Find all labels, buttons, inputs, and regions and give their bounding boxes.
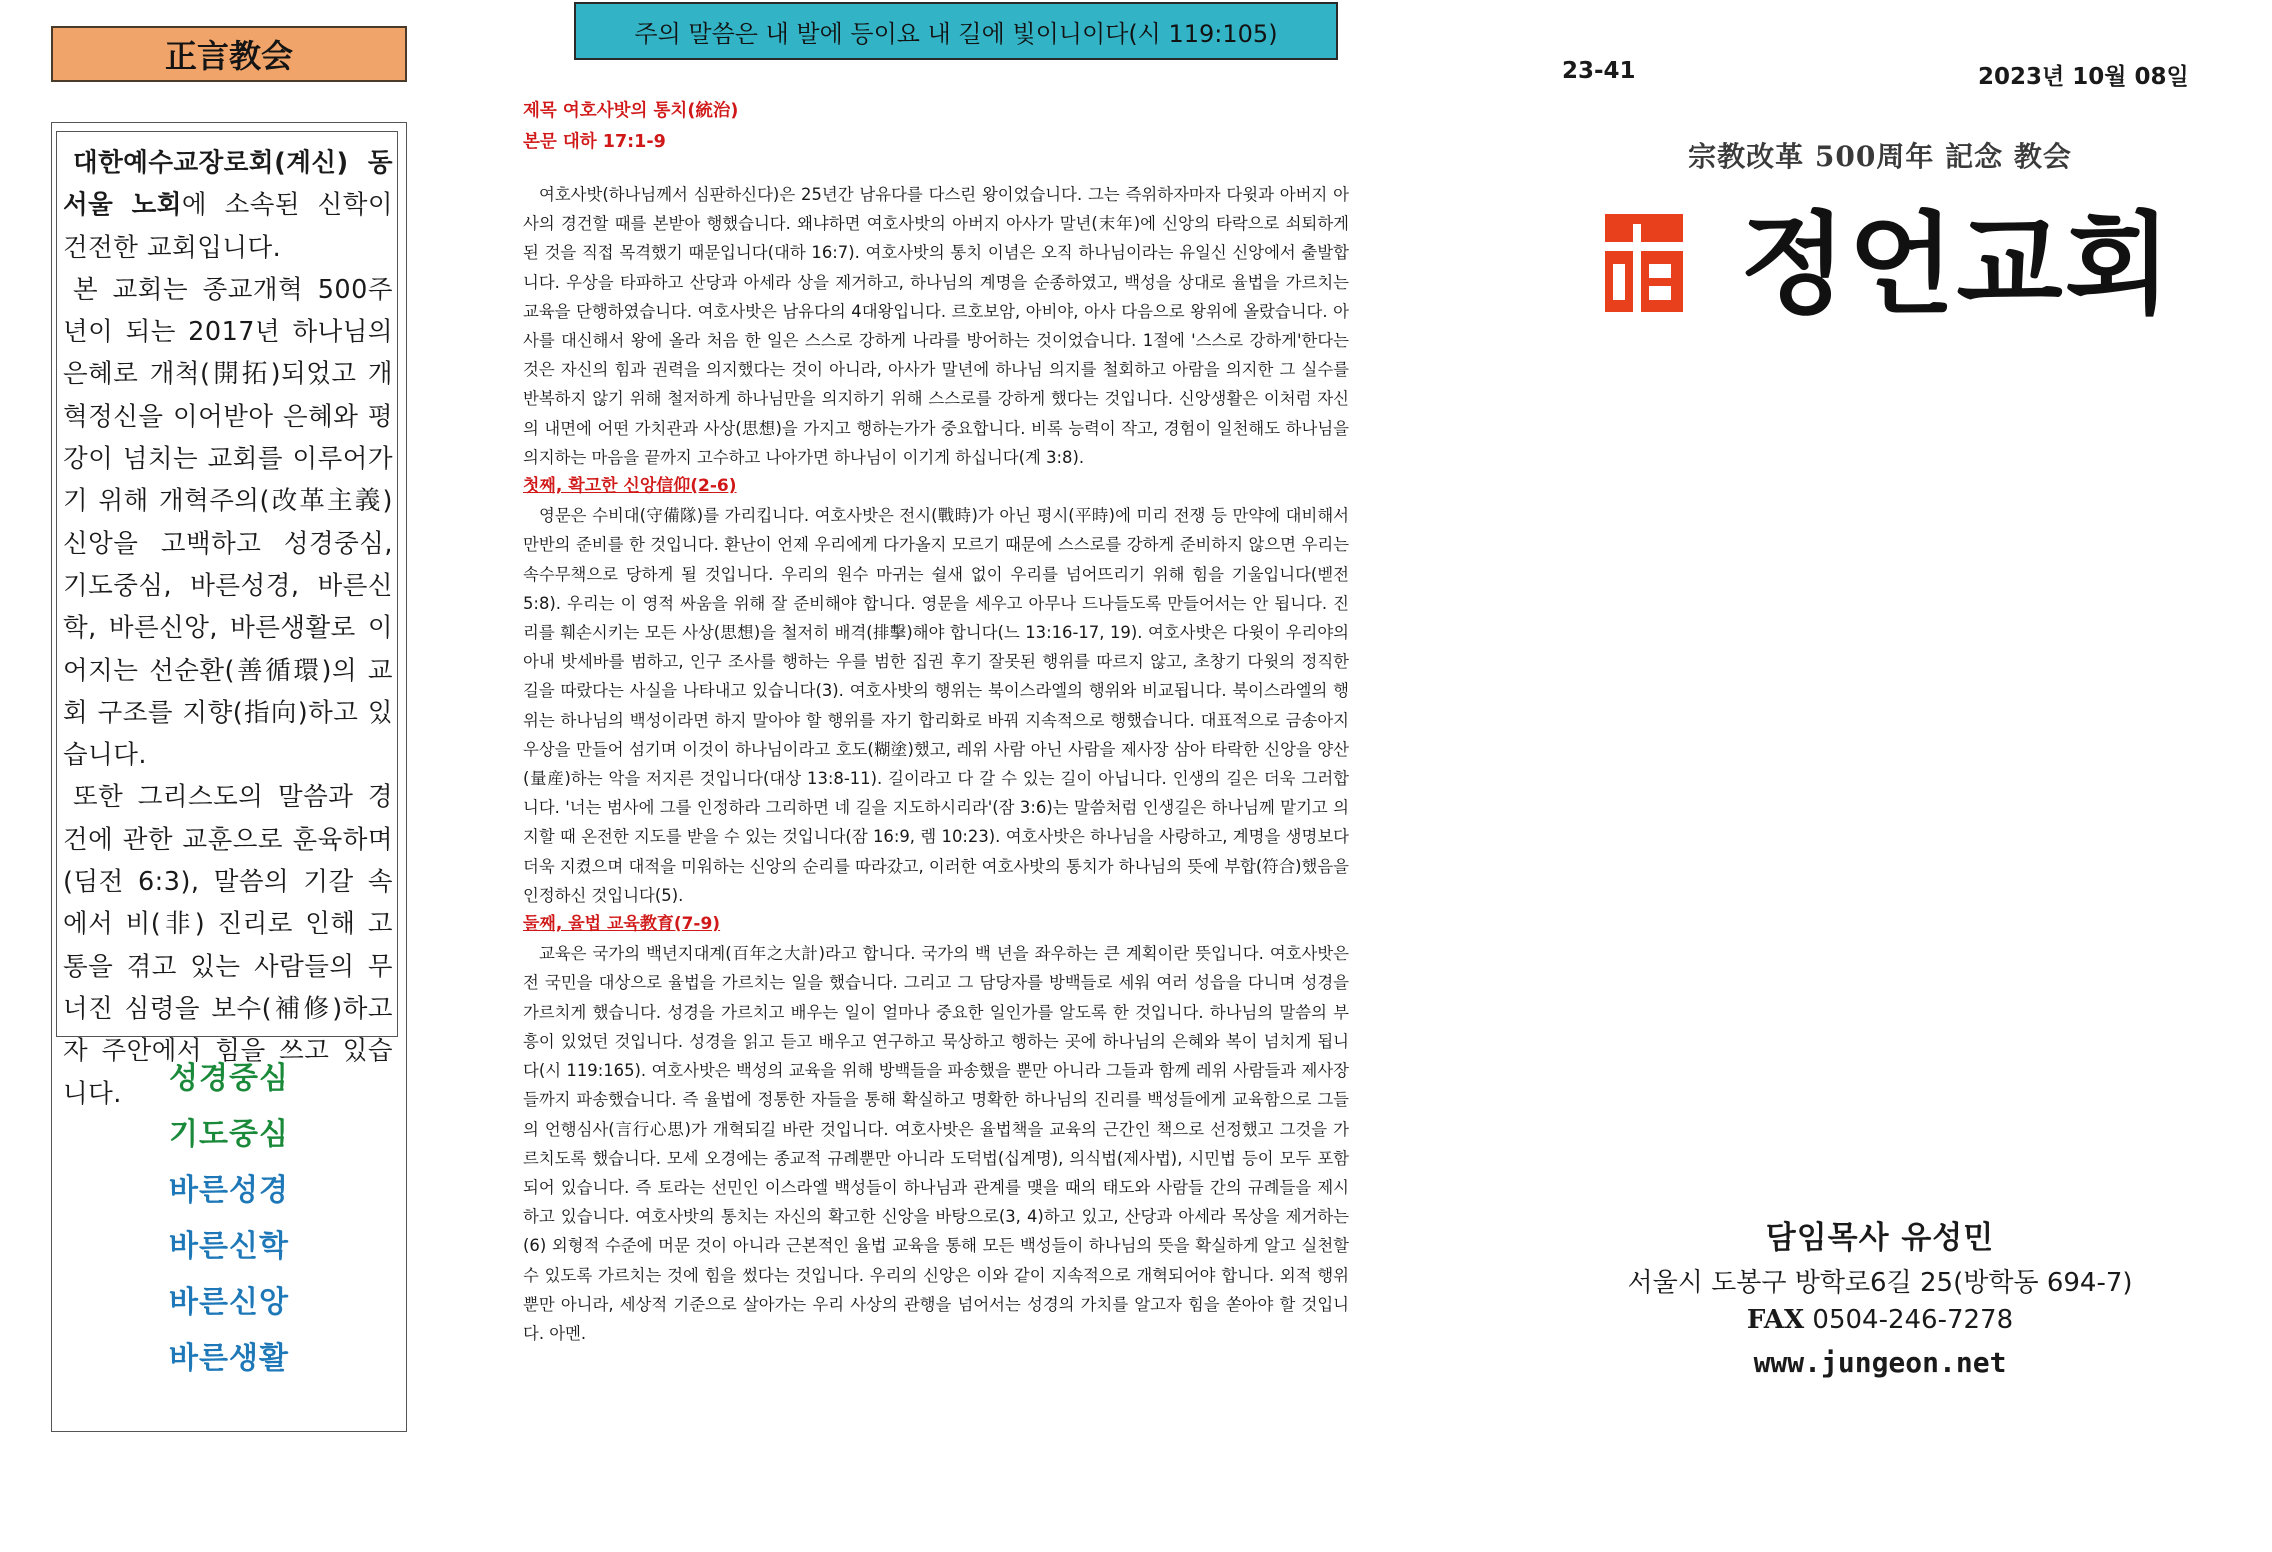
sermon-text-ref: 본문 대하 17:1-9 bbox=[523, 132, 666, 152]
sermon-title: 제목 여호사밧의 통치(統治) bbox=[523, 101, 739, 121]
verse-banner bbox=[574, 2, 1338, 60]
motto-item: 바른생활 bbox=[169, 1341, 289, 1376]
bulletin-date: 2023년 10월 08일 bbox=[1978, 64, 2189, 90]
intro-text: 본 교회는 종교개혁 500주년이 되는 2017년 하나님의 은혜로 개척(開拓)되었고 개혁정신을 이어받아 은혜와 평강이 넘치는 교회를 이루어가기 위해 개혁주의(改革主義) 신앙을 고백하고 성경중심, 기도중심, 바른성경, 바른신학, 바른신앙, 바른생활로 이어지는 선순환(善循環)의 교회 구조를 지향(指向)하고 있습니다. bbox=[63, 274, 393, 771]
section1-text: 영문은 수비대(守備隊)를 가리킵니다. 여호사밧은 전시(戰時)가 아닌 평시(平時)에 미리 전쟁 등 만약에 대비해서 만반의 준비를 한 것입니다. 환난이 언제 우리에게 다가올지 모르기 때문에 스스로를 강하게 준비하지 않으면 우리는 속수무책으로 당하게 될 것입니다. 우리의 원수 마귀는 쉴새 없이 우리를 넘어뜨리기 위해 힘을 기울입니다(벧전 5:8). 우리는 이 영적 싸움을 위해 잘 준비해야 합니다. 영문을 세우고 아무나 드나들도록 만들어서는 안 됩니다. 진리를 훼손시키는 모든 사상(思想)을 철저히 배격(排擊)해야 합니다(느 13:16-17, 19). 여호사밧은 다윗이 우리야의 아내 밧세바를 범하고, 인구 조사를 행하는 우를 범한 집권 후기 잘못된 행위를 따르지 않고, 초창기 다윗의 정직한 길을 따랐다는 사실을 나타내고 있습니다(3). 여호사밧의 행위는 북이스라엘의 행위와 비교됩니다. 북이스라엘의 행위는 하나님의 백성이라면 하지 말아야 할 행위를 자기 합리화로 바꿔 지속적으로 행했습니다. 대표적으로 금송아지 우상을 만들어 섬기며 이것이 하나님이라고 호도(糊塗)했고, 레위 사람 아닌 사람을 제사장 삼아 타락한 신앙을 양산(量産)하는 악을 저지른 것입니다(대상 13:8-11). 길이라고 다 갈 수 있는 길이 아닙니다. 인생의 길은 더욱 그러합니다. '너는 범사에 그를 인정하라 그리하면 네 길을 지도하시리라'(잠 3:6)는 말씀처럼 인생길은 하나님께 맡기고 의지할 때 온전한 지도를 받을 수 있는 것입니다(잠 16:9, 렘 10:23). 여호사밧은 하나님을 사랑하고, 계명을 생명보다 더욱 지켰으며 대적을 미워하는 신앙의 순리를 따라갔고, 이러한 여호사밧의 통치가 하나님의 뜻에 부합(符合)했음을 인정하신 것입니다(5). bbox=[523, 506, 1349, 905]
fax-number: 0504-246-7278 bbox=[1812, 1305, 2014, 1335]
intro-paragraph bbox=[63, 269, 393, 777]
motto-item: 바른신학 bbox=[169, 1229, 289, 1264]
sermon-body bbox=[523, 180, 1349, 1348]
section2-text: 교육은 국가의 백년지대계(百年之大計)라고 합니다. 국가의 백 년을 좌우하는 큰 계획이란 뜻입니다. 여호사밧은 전 국민을 대상으로 율법을 가르치는 일을 했습니다. 그리고 그 담당자를 방백들로 세워 여러 성읍을 다니며 성경을 가르치게 했습니다. 성경을 가르치고 배우는 일이 얼마나 중요한 일인가를 알도록 한 것입니다. 하나님의 말씀의 부흥이 있었던 것입니다. 성경을 읽고 듣고 배우고 연구하고 묵상하고 행하는 곳에 하나님의 은혜와 복이 넘치게 됩니다(시 119:165). 여호사밧은 백성의 교육을 위해 방백들을 파송했을 뿐만 아니라 그들과 함께 레위 사람들과 제사장들까지 파송했습니다. 즉 율법에 정통한 자들을 통해 확실하고 명확한 하나님의 진리를 백성들에게 교육함으로 그들의 언행심사(言行心思)가 개혁되길 바란 것입니다. 여호사밧은 율법책을 교육의 근간인 책으로 선정했고 그것을 가르치도록 했습니다. 모세 오경에는 종교적 규례뿐만 아니라 도덕법(십계명), 의식법(제사법), 시민법 등이 모두 포함되어 있습니다. 즉 토라는 선민인 이스라엘 백성들이 하나님과 관계를 맺을 때의 태도와 사람들 간의 규례들을 제시하고 있습니다. 여호사밧의 통치는 자신의 확고한 신앙을 바탕으로(3, 4)하고 있고, 산당과 아세라 목상을 제거하는(6) 외형적 수준에 머문 것이 아니라 근본적인 율법 교육을 통해 모든 백성들이 하나님의 뜻을 확실하게 알고 실천할 수 있도록 가르치는 것에 힘을 썼다는 것입니다. 우리의 신앙은 이와 같이 지속적으로 개혁되어야 합니다. 외적 행위뿐만 아니라, 세상적 기준으로 살아가는 우리 사상의 관행을 넘어서는 성경의 가치를 알고자 힘을 쏟아야 할 것입니다. 아멘. bbox=[523, 944, 1349, 1343]
section1-title: 첫째, 확고한 신앙信仰(2-6) bbox=[523, 476, 737, 497]
intro-denomination: 대한예수교장로회(계신) 동서울 노회 bbox=[63, 148, 393, 221]
fax-label: FAX bbox=[1746, 1305, 1805, 1335]
church-intro-panel bbox=[51, 122, 407, 1432]
motto-item: 기도중심 bbox=[169, 1117, 289, 1152]
issue-number: 23-41 bbox=[1562, 58, 1636, 84]
motto-item: 성경중심 bbox=[169, 1061, 289, 1096]
fax-line bbox=[1600, 1305, 2160, 1335]
church-name-tab bbox=[51, 26, 407, 82]
sermon-intro: 여호사밧(하나님께서 심판하신다)은 25년간 남유다를 다스린 왕이었습니다. 그는 즉위하자마자 다윗과 아버지 아사의 경건할 때를 본받아 행했습니다. 왜냐하면 여호사밧의 아버지 아사가 말년(末年)에 신앙의 타락으로 쇠퇴하게 된 것을 직접 목격했기 때문입니다(대하 16:7). 여호사밧의 통치 이념은 오직 하나님이라는 유일신 신앙에서 출발합니다. 우상을 타파하고 산당과 아세라 상을 제거하고, 하나님의 계명을 순종하였고, 백성을 상대로 율법을 가르치는 교육을 단행하였습니다. 여호사밧은 남유다의 4대왕입니다. 르호보암, 아비야, 아사 다음으로 왕위에 올랐습니다. 아사를 대신해서 왕에 올라 처음 한 일은 스스로 강하게 나라를 방어하는 것이었습니다. 1절에 '스스로 강하게'한다는 것은 자신의 힘과 권력을 의지했다는 것이 아니라, 아사가 말년에 하나님 의지를 철회하고 아람을 의지한 그 실수를 반복하지 않기 위해 철저하게 하나님만을 의지하기 위해 스스로를 강하게 했다는 것입니다. 신앙생활은 이처럼 자신의 내면에 어떤 가치관과 사상(思想)을 가지고 행하는가가 중요합니다. 비록 능력이 작고, 경험이 일천해도 하나님을 의지하는 마음을 끝까지 고수하고 나아가면 하나님이 이기게 하십니다(계 3:8). bbox=[523, 185, 1349, 467]
intro-paragraph bbox=[63, 142, 393, 269]
motto-item: 바른성경 bbox=[169, 1173, 289, 1208]
sermon-header bbox=[523, 96, 1353, 158]
intro-text: 에 소속된 신학이 건전한 교회입니다. bbox=[63, 190, 393, 263]
website-link[interactable]: www.jungeon.net bbox=[1753, 1346, 2007, 1379]
church-name-hanja: 正言教会 bbox=[164, 37, 293, 75]
motto-list bbox=[52, 1051, 406, 1387]
church-address: 서울시 도봉구 방학로6길 25(방학동 694-7) bbox=[1627, 1268, 2133, 1298]
pastor-name: 담임목사 유성민 bbox=[1765, 1220, 1995, 1256]
reformation-slogan: 宗教改革 500周年 記念 教会 bbox=[1688, 140, 2072, 173]
church-logo-icon bbox=[1605, 214, 1683, 312]
church-name-title: 정언교회 bbox=[1740, 201, 2174, 329]
intro-text: 또한 그리스도의 말씀과 경건에 관한 교훈으로 훈육하며(딤전 6:3), 말씀의 기갈 속에서 비(非) 진리로 인해 고통을 겪고 있는 사람들의 무너진 심령을 보수(補修)하고자 주안에서 힘을 쓰고 있습니다. bbox=[63, 782, 393, 1109]
verse-text: 주의 말씀은 내 발에 등이요 내 길에 빛이니이다(시 119:105) bbox=[634, 19, 1278, 48]
section2-title: 둘째, 율법 교육教育(7-9) bbox=[523, 914, 721, 935]
church-intro bbox=[56, 131, 398, 1109]
motto-item: 바른신앙 bbox=[169, 1285, 289, 1320]
